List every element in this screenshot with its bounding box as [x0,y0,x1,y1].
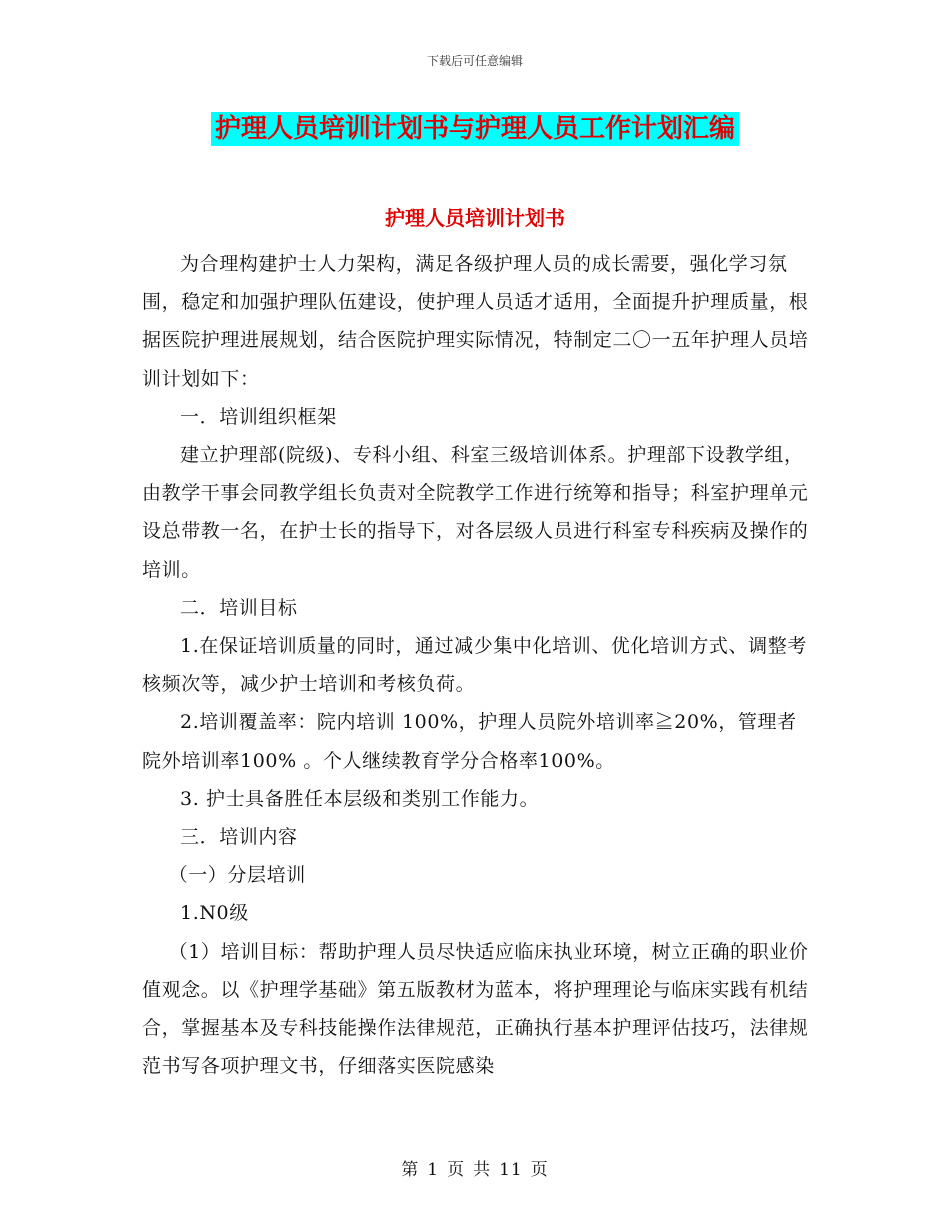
doc-title: 护理人员培训计划书与护理人员工作计划汇编 [211,112,739,146]
footer-total-suffix: 页 [530,1160,549,1180]
section-title: 护理人员培训计划书 [385,206,565,230]
heading-content: 三．培训内容 [180,826,298,849]
footer-total-pages: 11 [499,1160,523,1180]
page-footer [0,1155,950,1180]
subheading-n0-level: 1.N0级 [180,902,249,925]
footer-page-mid: 页 [447,1160,466,1180]
paragraph-goal-1: 1.在保证培训质量的同时，通过减少集中化培训、优化培训方式、调整考核频次等，减少护士培训和考核负荷。 [142,635,807,696]
paragraph-goal-3: 3. 护士具备胜任本层级和类别工作能力。 [180,787,540,810]
doc-title-container [0,112,950,146]
paragraph-n0-goal: （1）培训目标：帮助护理人员尽快适应临床执业环境，树立正确的职业价值观念。以《护理学基础》第五版教材为蓝本，将护理理论与临床实践有机结合，掌握基本及专科技能操作法律规范，正确执行基本护理评估技巧，法律规范书写各项护理文书，仔细落实医院感染 [142,940,809,1078]
paragraph-framework: 建立护理部(院级)、专科小组、科室三级培训体系。护理部下设教学组，由教学干事会同教学组长负责对全院教学工作进行统筹和指导；科室护理单元设总带教一名，在护士长的指导下，对各层级人员进行科室专科疾病及操作的培训。 [142,444,809,581]
paragraph-intro: 为合理构建护士人力架构，满足各级护理人员的成长需要，强化学习氛围，稳定和加强护理队伍建设，使护理人员适才适用，全面提升护理质量，根据医院护理进展规划，结合医院护理实际情况，特制定二〇一五年护理人员培训计划如下： [142,253,809,390]
footer-page-prefix: 第 [401,1160,420,1180]
subheading-layered-training: （一）分层培训 [168,864,306,887]
document-body [142,245,810,1085]
paragraph-goal-2: 2.培训覆盖率：院内培训 100%，护理人员院外培训率≧20%，管理者院外培训率100% 。个人继续教育学分合格率100%。 [142,711,797,772]
footer-page-number: 1 [427,1160,440,1180]
heading-goals: 二．培训目标 [180,596,298,619]
header-note: 下载后可任意编辑 [426,54,523,68]
footer-total-label: 共 [473,1160,492,1180]
heading-framework: 一．培训组织框架 [180,405,337,428]
